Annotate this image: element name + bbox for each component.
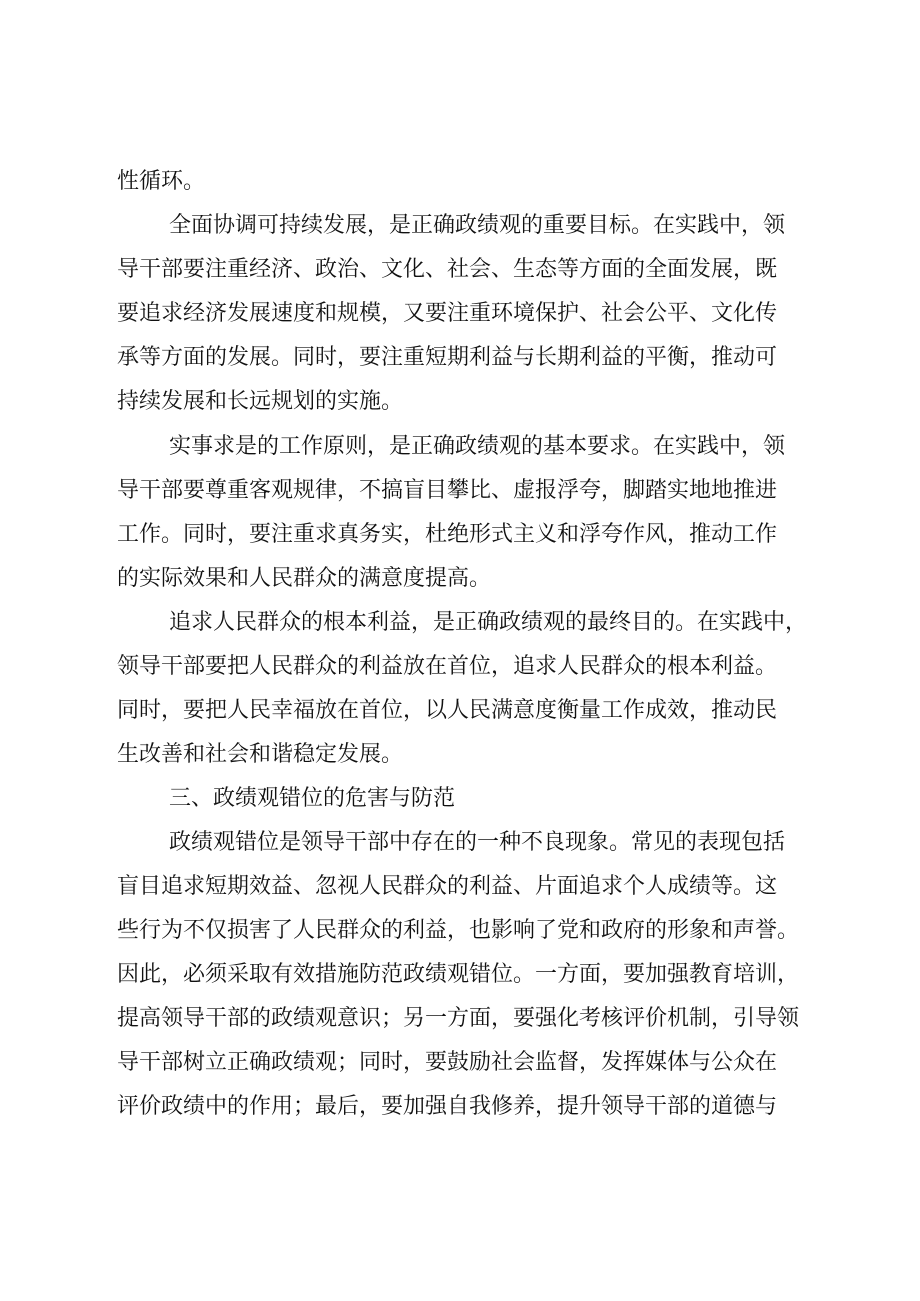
text-line: 领导干部要把人民群众的利益放在首位，追求人民群众的根本利益。 — [117, 654, 778, 679]
text-line: 因此，必须采取有效措施防范政绩观错位。一方面，要加强教育培训， — [117, 962, 800, 987]
text-line: 持续发展和长远规划的实施。 — [117, 389, 404, 414]
text-line: 同时，要把人民幸福放在首位，以人民满意度衡量工作成效，推动民 — [117, 698, 778, 723]
text-line: 评价政绩中的作用；最后，要加强自我修养，提升领导干部的道德与 — [117, 1094, 778, 1119]
paragraph-first-line: 实事求是的工作原则，是正确政绩观的基本要求。在实践中，领 — [169, 434, 786, 459]
section-heading: 三、政绩观错位的危害与防范 — [169, 786, 456, 811]
text-line: 导干部要尊重客观规律，不搞盲目攀比、虚报浮夸，脚踏实地地推进 — [117, 478, 778, 503]
paragraph-first-line: 追求人民群众的根本利益，是正确政绩观的最终目的。在实践中， — [169, 610, 808, 635]
text-line: 要追求经济发展速度和规模，又要注重环境保护、社会公平、文化传 — [117, 301, 778, 326]
text-line: 盲目追求短期效益、忽视人民群众的利益、片面追求个人成绩等。这 — [117, 874, 778, 899]
text-line: 性循环。 — [117, 169, 206, 194]
text-line: 导干部要注重经济、政治、文化、社会、生态等方面的全面发展，既 — [117, 257, 778, 282]
text-line: 提高领导干部的政绩观意识；另一方面，要强化考核评价机制，引导领 — [117, 1006, 800, 1031]
text-line: 的实际效果和人民群众的满意度提高。 — [117, 566, 492, 591]
text-line: 些行为不仅损害了人民群众的利益，也影响了党和政府的形象和声誉。 — [117, 918, 800, 943]
paragraph-first-line: 全面协调可持续发展，是正确政绩观的重要目标。在实践中，领 — [169, 213, 786, 238]
text-line: 承等方面的发展。同时，要注重短期利益与长期利益的平衡，推动可 — [117, 345, 778, 370]
paragraph-first-line: 政绩观错位是领导干部中存在的一种不良现象。常见的表现包括 — [169, 830, 786, 855]
text-line: 工作。同时，要注重求真务实，杜绝形式主义和浮夸作风，推动工作 — [117, 522, 778, 547]
text-line: 导干部树立正确政绩观；同时，要鼓励社会监督，发挥媒体与公众在 — [117, 1050, 778, 1075]
text-line: 生改善和社会和谐稳定发展。 — [117, 742, 404, 767]
